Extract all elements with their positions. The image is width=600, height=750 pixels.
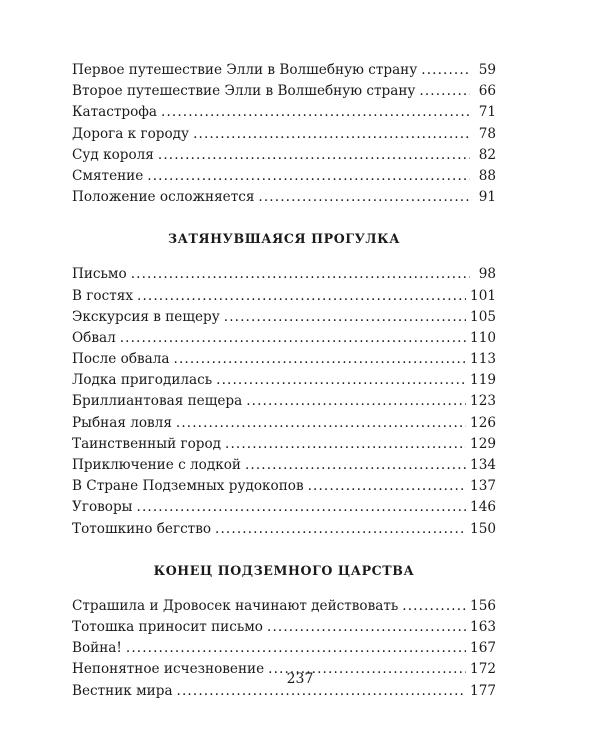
leader-dots: [176, 413, 466, 434]
toc-entry[interactable]: [72, 476, 496, 497]
toc-entry[interactable]: [72, 519, 496, 540]
toc-entry-title: Смятение: [72, 167, 144, 184]
section-heading: КОНЕЦ ПОДЗЕМНОГО ЦАРСТВА: [153, 562, 415, 578]
toc-entry-title: Страшила и Дровосек начинают действовать: [72, 597, 399, 614]
toc-entry-page: 59: [478, 62, 496, 78]
toc-entry-title: Обвал: [72, 329, 116, 346]
leader-dots: [126, 638, 466, 659]
toc-entry-page: 177: [470, 682, 496, 699]
toc-entry-title: Катастрофа: [72, 104, 158, 121]
toc-entry[interactable]: [72, 349, 496, 370]
leader-dots: [137, 286, 466, 307]
toc-entry-page: 172: [470, 661, 496, 678]
toc-entry-title: Бриллиантовая пещера: [72, 393, 243, 410]
toc-entry-title: Лодка пригодилась: [72, 372, 213, 389]
toc-entry-page: 105: [470, 308, 496, 325]
leader-dots: [131, 264, 470, 285]
toc-entry-title: Война!: [72, 640, 122, 657]
leader-dots: [215, 519, 466, 540]
toc-entry[interactable]: [72, 596, 496, 617]
leader-dots: [193, 124, 470, 145]
leader-dots: [224, 307, 466, 328]
toc-entry[interactable]: [72, 370, 496, 391]
toc-entry-page: 137: [470, 478, 496, 495]
toc-entry-page: 119: [470, 372, 496, 389]
toc-entry-title: Непонятное исчезновение: [72, 661, 265, 678]
toc-entry-page: 134: [470, 457, 496, 473]
toc-entry[interactable]: [72, 286, 496, 307]
toc-entry-page: 167: [470, 640, 496, 657]
toc-entry-page: 146: [470, 499, 496, 516]
toc-entry-title: Письмо: [72, 266, 127, 283]
toc-entry-page: 113: [470, 351, 496, 368]
toc-entry[interactable]: [72, 434, 496, 455]
leader-dots: [419, 81, 470, 102]
toc-entry-page: 163: [470, 618, 496, 635]
toc-entry-title: Суд короля: [72, 146, 154, 163]
toc-entry-page: 71: [478, 104, 496, 121]
table-of-contents: [72, 60, 496, 702]
toc-entry-page: 91: [478, 189, 496, 206]
section-heading: ЗАТЯНУВШАЯСЯ ПРОГУЛКА: [167, 231, 401, 247]
toc-entry-page: 98: [478, 266, 496, 283]
toc-entry-title: Дорога к городу: [72, 125, 190, 142]
toc-entry-title: Вестник мира: [72, 682, 173, 699]
toc-entry-page: 101: [470, 287, 496, 304]
toc-entry[interactable]: [72, 307, 496, 328]
toc-group: [72, 60, 496, 208]
toc-entry-title: В гостях: [72, 287, 133, 304]
toc-entry-title: Второе путешествие Элли в Волшебную страну: [72, 83, 416, 100]
leader-dots: [246, 391, 466, 412]
toc-entry[interactable]: [72, 166, 496, 187]
toc-entry-page: 150: [470, 520, 496, 537]
toc-entry-title: Первое путешествие Элли в Волшебную страну: [72, 62, 418, 78]
toc-entry-title: Приключение с лодкой: [72, 457, 241, 473]
leader-dots: [147, 166, 470, 187]
toc-entry[interactable]: [72, 455, 496, 476]
leader-dots: [158, 145, 470, 166]
toc-entry-title: Рыбная ловля: [72, 414, 172, 431]
toc-entry[interactable]: [72, 391, 496, 412]
toc-entry-title: Уговоры: [72, 499, 133, 516]
toc-entry[interactable]: [72, 60, 496, 81]
leader-dots: [225, 434, 466, 455]
toc-group: [72, 230, 496, 539]
toc-entry[interactable]: [72, 187, 496, 208]
toc-entry-title: После обвала: [72, 351, 170, 368]
toc-entry[interactable]: [72, 328, 496, 349]
toc-entry[interactable]: [72, 102, 496, 123]
leader-dots: [174, 349, 467, 370]
toc-entry-title: Таинственный город: [72, 435, 222, 452]
leader-dots: [161, 102, 470, 123]
leader-dots: [421, 60, 470, 81]
toc-entry-page: 126: [470, 414, 496, 431]
toc-entry[interactable]: [72, 145, 496, 166]
toc-entry[interactable]: [72, 81, 496, 102]
toc-entry[interactable]: [72, 413, 496, 434]
toc-entry[interactable]: [72, 124, 496, 145]
toc-entry-title: Тотошкино бегство: [72, 520, 212, 537]
leader-dots: [216, 370, 466, 391]
toc-entry-page: 110: [470, 329, 496, 346]
toc-entry-title: В Стране Подземных рудокопов: [72, 478, 304, 495]
toc-entry-title: Положение осложняется: [72, 189, 255, 206]
leader-dots: [402, 596, 466, 617]
toc-entry-page: 66: [478, 83, 496, 100]
toc-entry-page: 82: [478, 146, 496, 163]
toc-entry-page: 129: [470, 435, 496, 452]
leader-dots: [245, 455, 466, 476]
leader-dots: [120, 328, 466, 349]
leader-dots: [258, 187, 470, 208]
toc-entry-page: 78: [478, 125, 496, 142]
toc-entry-page: 156: [470, 597, 496, 614]
toc-entry-title: Экскурсия в пещеру: [72, 308, 220, 325]
toc-entry-page: 123: [470, 393, 496, 410]
toc-entry[interactable]: [72, 497, 496, 518]
toc-entry[interactable]: [72, 638, 496, 659]
leader-dots: [137, 497, 467, 518]
leader-dots: [267, 617, 466, 638]
toc-entry-title: Тотошка приносит письмо: [72, 618, 263, 635]
leader-dots: [308, 476, 466, 497]
toc-entry-page: 88: [478, 167, 496, 184]
page-number: 237: [286, 671, 314, 687]
toc-entry[interactable]: [72, 617, 496, 638]
toc-entry[interactable]: [72, 264, 496, 285]
